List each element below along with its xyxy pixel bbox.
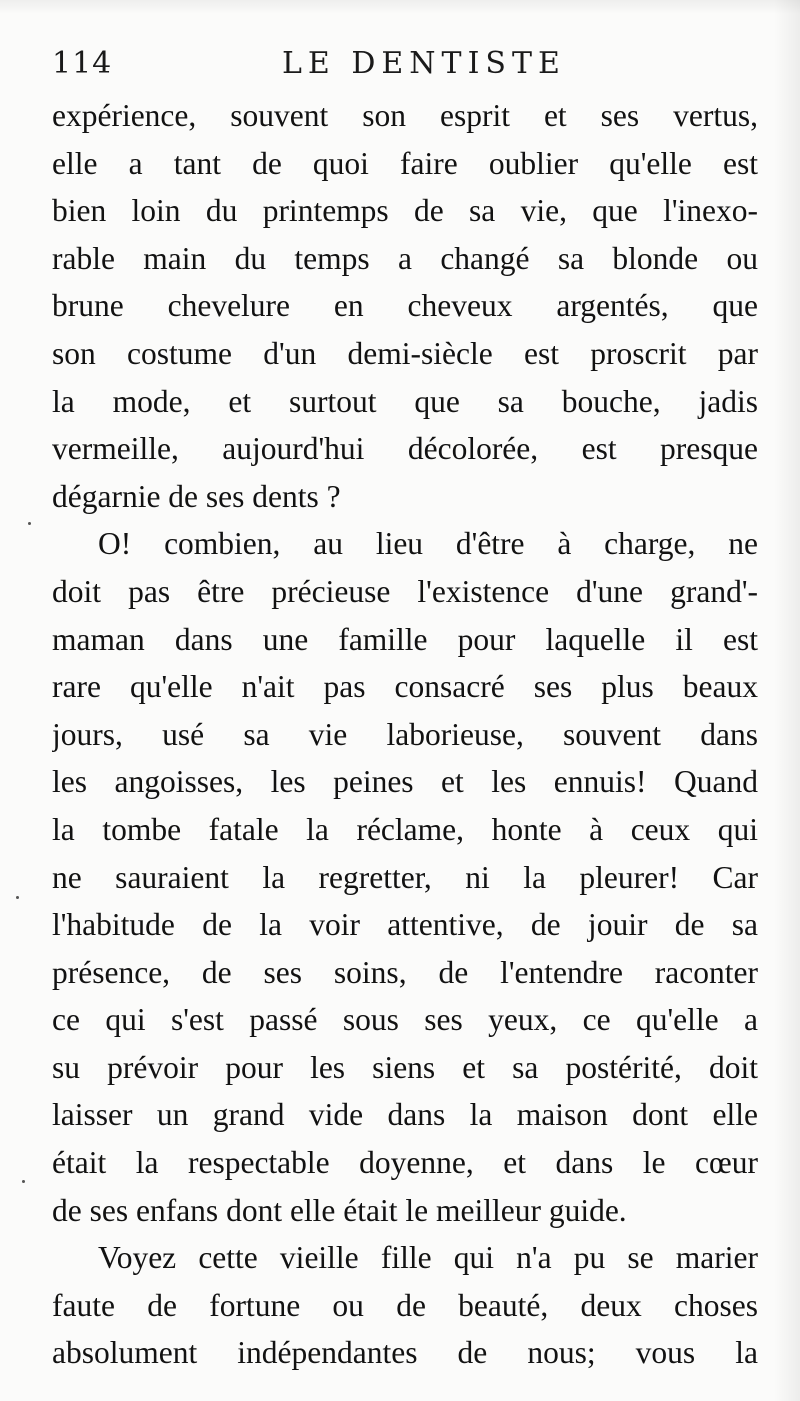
text-line: expérience, souvent son esprit et ses vertus, [52,98,758,133]
text-line: de ses enfans dont elle était le meilleur guide. [52,1192,627,1228]
page-number: 114 [52,46,113,81]
running-title: LE DENTISTE [282,46,566,81]
body-text [52,92,758,1377]
page-header [52,40,752,90]
paragraph-start-line: O! combien, au lieu d'être à charge, ne [98,526,758,562]
text-line: la tombe fatale la réclame, honte à ceux qui [52,811,758,847]
text-line: bien loin du printemps de sa vie, que l'inexo- [52,193,758,229]
text-line: était la respectable doyenne, et dans le cœur [52,1145,758,1181]
text-line: jours, usé sa vie laborieuse, souvent dans [52,716,758,752]
text-line: l'habitude de la voir attentive, de jouir de sa [52,907,758,943]
margin-speck [22,1180,25,1183]
scan-shadow-top [0,0,800,14]
paragraph-start-line: Voyez cette vieille fille qui n'a pu se marier [98,1240,758,1276]
text-line: maman dans une famille pour laquelle il est [52,621,758,657]
text-line: absolument indépendantes de nous; vous la [52,1335,758,1371]
margin-speck [16,896,19,899]
margin-speck [28,522,31,525]
text-line: brune chevelure en cheveux argentés, que [52,288,758,324]
text-line: su prévoir pour les siens et sa postérité, doit [52,1049,758,1085]
scan-shadow-right [774,0,800,1401]
text-line: rable main du temps a changé sa blonde ou [52,240,758,276]
text-line: rare qu'elle n'ait pas consacré ses plus beaux [52,669,758,705]
text-line: présence, de ses soins, de l'entendre raconter [52,954,758,990]
text-line: dégarnie de ses dents ? [52,478,341,514]
text-line: laisser un grand vide dans la maison dont elle [52,1097,758,1133]
text-line: elle a tant de quoi faire oublier qu'elle est [52,145,758,181]
text-line: ne sauraient la regretter, ni la pleurer! Car [52,859,758,895]
text-line: vermeille, aujourd'hui décolorée, est presque [52,431,758,467]
text-line: ce qui s'est passé sous ses yeux, ce qu'elle a [52,1002,758,1038]
text-line: la mode, et surtout que sa bouche, jadis [52,383,758,419]
text-line: faute de fortune ou de beauté, deux choses [52,1287,758,1323]
text-line: son costume d'un demi-siècle est proscrit par [52,335,758,371]
text-line: les angoisses, les peines et les ennuis! Quand [52,764,758,800]
text-line: doit pas être précieuse l'existence d'une grand'- [52,573,758,609]
